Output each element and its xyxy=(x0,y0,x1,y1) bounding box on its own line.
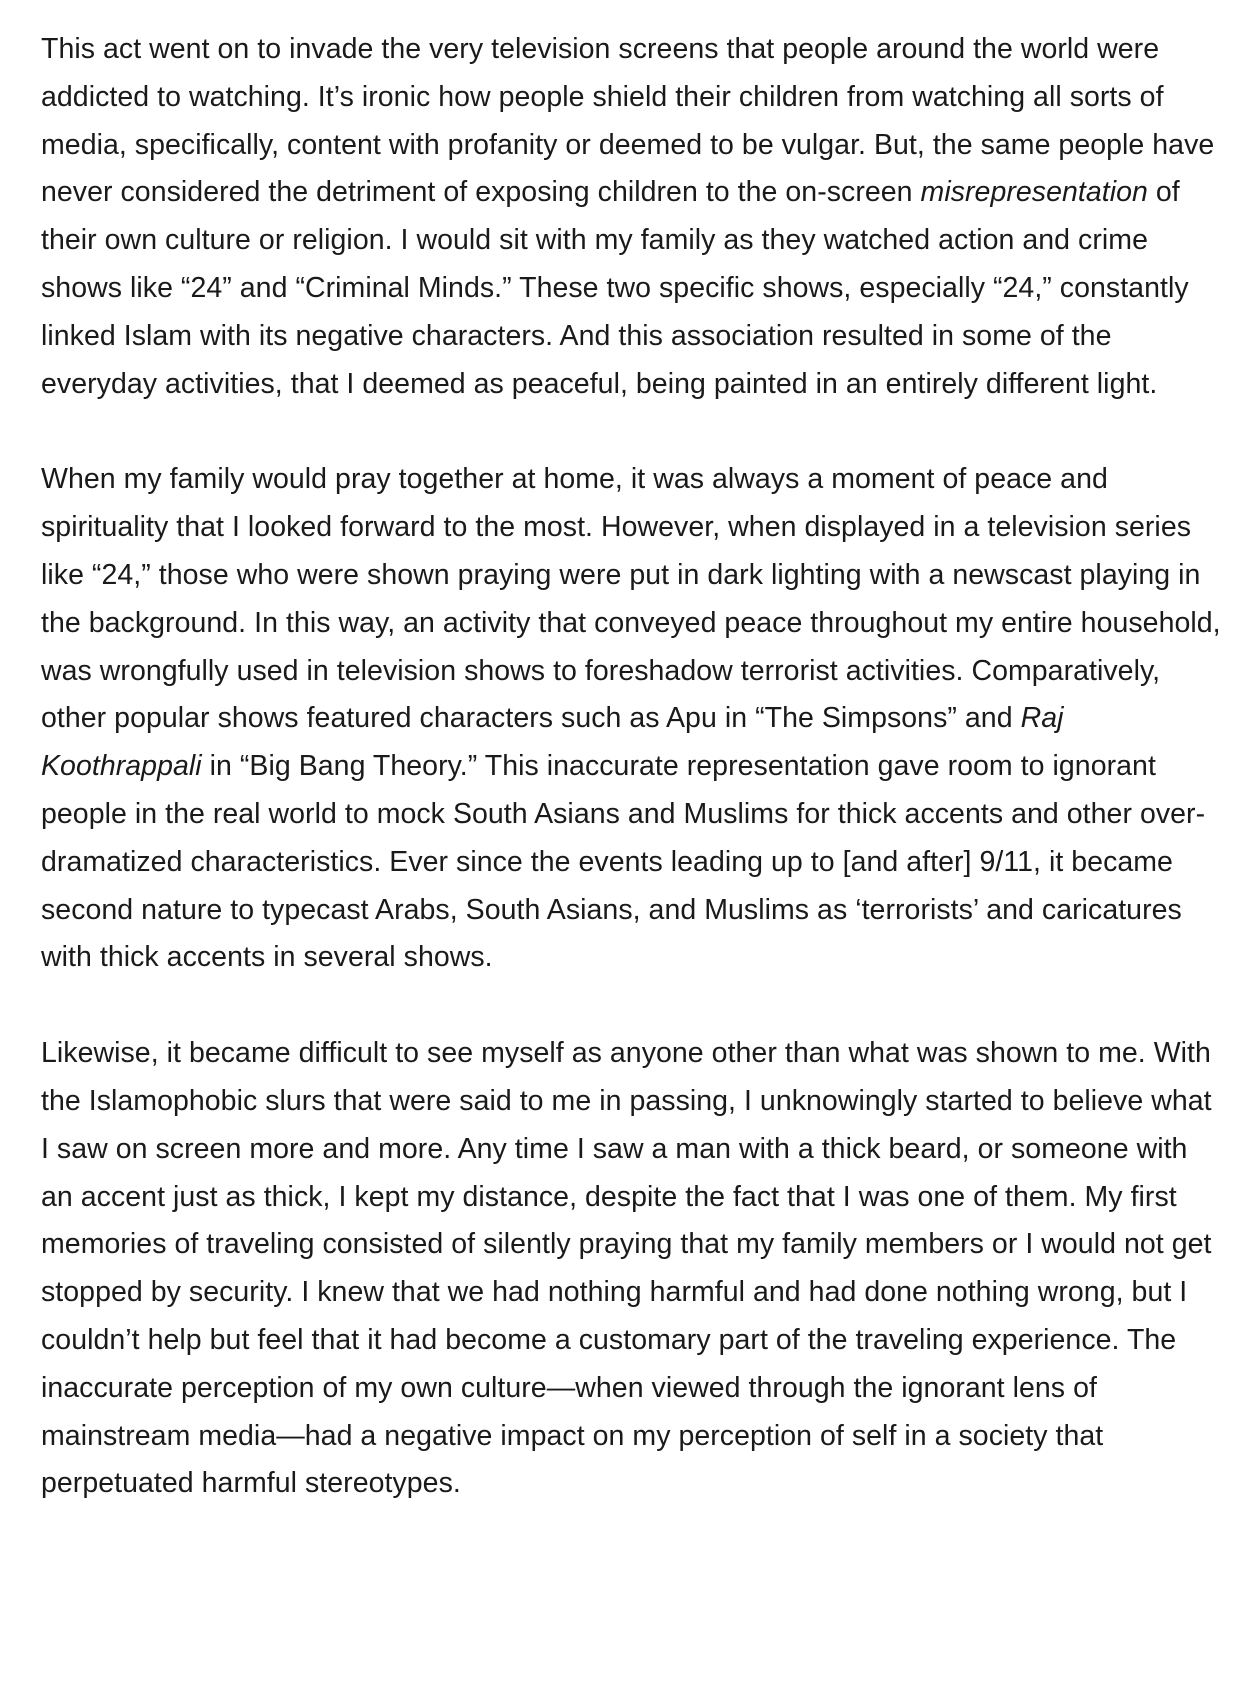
paragraph-prayer-depiction xyxy=(41,456,1221,982)
article-body xyxy=(41,26,1221,1508)
paragraph-self-perception xyxy=(41,1030,1221,1508)
emphasis-raj-koothrappali: Raj Koothrappali xyxy=(41,702,1064,783)
paragraph-tv-misrepresentation xyxy=(41,26,1221,408)
emphasis-misrepresentation: misrepresentation xyxy=(920,176,1148,209)
paragraph-text: in “Big Bang Theory.” This inaccurate representation gave room to ignorant people in the real world to mock South Asians and Muslims for thick accents and other over-dramatized characteristics. Ever since the events leading up to [and after] 9/11, it became second nature to typecast Arabs, South Asians, and Muslims as ‘terrorists’ and caricatures with thick accents in several shows. xyxy=(41,750,1206,974)
paragraph-text: This act went on to invade the very television screens that people around the world were addicted to watching. It’s ironic how people shield their children from watching all sorts of media, specifically, content with profanity or deemed to be vulgar. But, the same people have never considered the detriment of exposing children to the on-screen xyxy=(41,33,1215,209)
paragraph-text: Likewise, it became difficult to see myself as anyone other than what was shown to me. With the Islamophobic slurs that were said to me in passing, I unknowingly started to believe what I saw on screen more and more. Any time I saw a man with a thick beard, or someone with an accent just as thick, I kept my distance, despite the fact that I was one of them. My first memories of traveling consisted of silently praying that my family members or I would not get stopped by security. I knew that we had nothing harmful and had done nothing wrong, but I couldn’t help but feel that it had become a customary part of the traveling experience. The inaccurate perception of my own culture—when viewed through the ignorant lens of mainstream media—had a negative impact on my perception of self in a society that perpetuated harmful stereotypes. xyxy=(41,1037,1212,1500)
paragraph-text: of their own culture or religion. I would sit with my family as they watched action and crime shows like “24” and “Criminal Minds.” These two specific shows, especially “24,” constantly linked Islam with its negative characters. And this association resulted in some of the everyday activities, that I deemed as peaceful, being painted in an entirely different light. xyxy=(41,176,1189,400)
paragraph-text: When my family would pray together at home, it was always a moment of peace and spirituality that I looked forward to the most. However, when displayed in a television series like “24,” those who were shown praying were put in dark lighting with a newscast playing in the background. In this way, an activity that conveyed peace throughout my entire household, was wrongfully used in television shows to foreshadow terrorist activities. Comparatively, other popular shows featured characters such as Apu in “The Simpsons” and xyxy=(41,463,1221,735)
